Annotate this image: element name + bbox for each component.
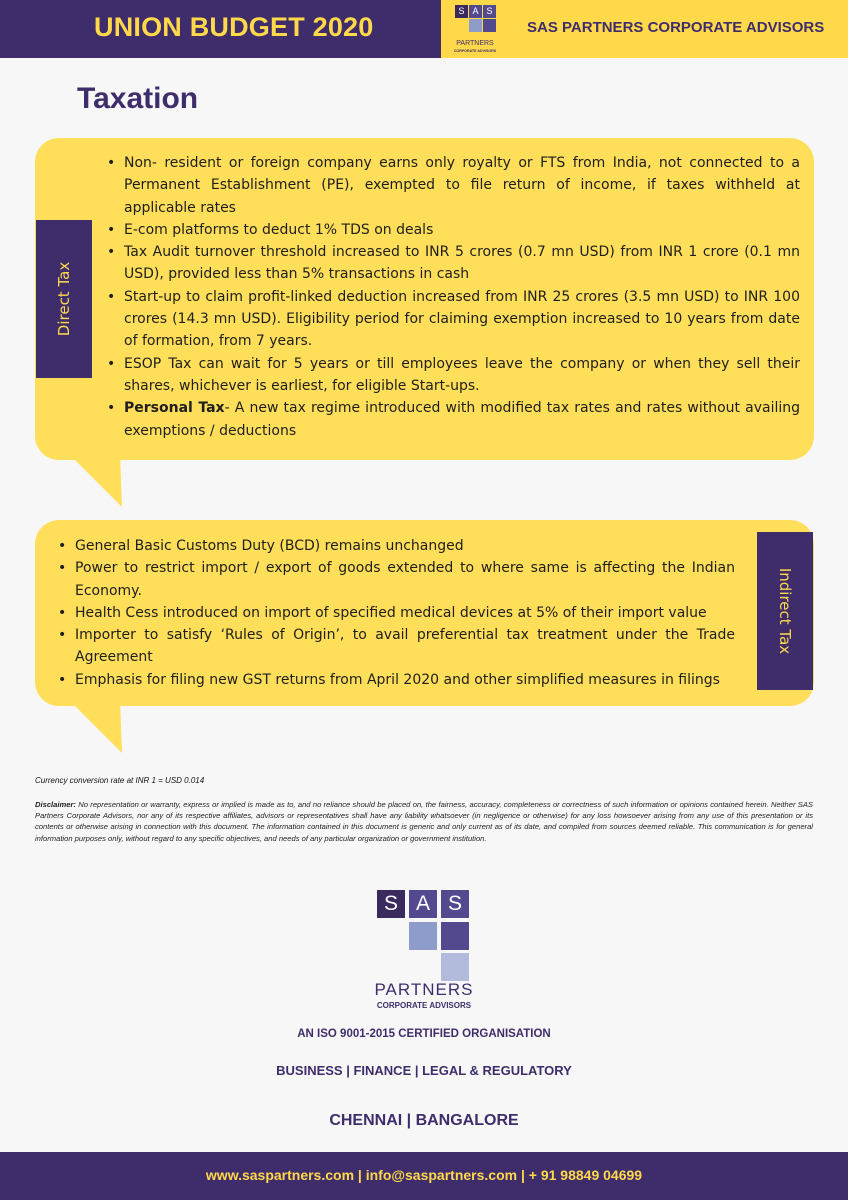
list-item: • Health Cess introduced on import of specified medical devices at 5% of their import value	[75, 602, 735, 624]
list-item: • Start-up to claim profit-linked deduction increased from INR 25 crores (3.5 mn USD) to INR 100 crores (14.3 mn USD). Eligibility period for claiming exemption increased to 10 years from date of formation, from 7 years.	[124, 286, 800, 353]
footer-bar	[0, 1152, 848, 1200]
logo-square	[409, 922, 437, 950]
list-item: • Importer to satisfy ‘Rules of Origin’, to avail preferential tax treatment under the Trade Agreement	[75, 624, 735, 669]
direct-tax-label: Direct Tax	[55, 261, 73, 337]
contact-info: www.saspartners.com | info@saspartners.com | + 91 98849 04699	[205, 1167, 643, 1183]
disclaimer-text: No representation or warranty, express or implied is made as to, and no reliance should be placed on, the fairness, accuracy, completeness or correctness of such information or opinions contained herein. Neither SAS Partners Corporate Advisors, nor any of its respective affiliates, advisors or representatives shall have any liability whatsoever (in negligence or otherwise) for any loss howsoever arising from any use of this presentation or its contents or otherwise arising in connection with this document. The information contained in this document is generic and only current as of its date, and compiled from sources deemed reliable. This communication is for general information purposes only, without regard to any specific objectives, and needs of any particular organization or government institution.	[35, 800, 813, 843]
logo-square: S	[441, 890, 469, 918]
indirect-tax-tab	[757, 532, 813, 690]
logo-square	[441, 953, 469, 981]
logo-square: S	[483, 5, 496, 18]
document-title: UNION BUDGET 2020	[94, 12, 374, 42]
logo-square: A	[469, 5, 482, 18]
logo-square: S	[377, 890, 405, 918]
indirect-tax-label: Indirect Tax	[776, 567, 794, 655]
personal-tax-heading: Personal Tax	[124, 400, 225, 417]
indirect-tax-callout-tail	[70, 701, 130, 756]
list-item: • ESOP Tax can wait for 5 years or till employees leave the company or when they sell their shares, whichever is earliest, for eligible Start-ups.	[124, 353, 800, 398]
logo-square	[483, 19, 496, 32]
disclaimer-label: Disclaimer:	[35, 800, 76, 809]
logo-square: A	[409, 890, 437, 918]
logo-square: S	[455, 5, 468, 18]
list-item: • Tax Audit turnover threshold increased to INR 5 crores (0.7 mn USD) from INR 1 crore (0.1 mn USD), provided less than 5% transactions in cash	[124, 241, 800, 286]
cities-line: CHENNAI | BANGALORE	[329, 1112, 519, 1129]
personal-tax-text: - A new tax regime introduced with modified tax rates and rates without availing exemptions / deductions	[124, 400, 800, 439]
certification: AN ISO 9001-2015 CERTIFIED ORGANISATION	[297, 1028, 551, 1040]
currency-note: Currency conversion rate at INR 1 = USD 0.014	[35, 776, 205, 785]
list-item: • Power to restrict import / export of goods extended to where same is affecting the Indian Economy.	[75, 557, 735, 602]
header-logo-sub: CORPORATE ADVISORS	[453, 49, 497, 53]
header-logo-name: PARTNERS	[456, 40, 494, 47]
services-line: BUSINESS | FINANCE | LEGAL & REGULATORY	[276, 1063, 572, 1078]
disclaimer	[35, 799, 813, 844]
list-item: • E-com platforms to deduct 1% TDS on deals	[124, 219, 800, 241]
direct-tax-callout-tail	[70, 455, 130, 510]
header-logo	[453, 2, 497, 56]
list-item: • Non- resident or foreign company earns only royalty or FTS from India, not connected to a Permanent Establishment (PE), exempted to file return of income, if taxes withheld at applicable rates	[124, 152, 800, 219]
page-title: Taxation	[77, 82, 199, 115]
logo-square	[469, 19, 482, 32]
direct-tax-tab	[36, 220, 92, 378]
header-bar	[0, 0, 848, 58]
sas-logo	[377, 890, 477, 980]
indirect-tax-list	[75, 535, 735, 691]
header-brand-panel	[441, 0, 848, 58]
list-item: • Emphasis for filing new GST returns from April 2020 and other simplified measures in filings	[75, 669, 735, 691]
list-item: • General Basic Customs Duty (BCD) remains unchanged	[75, 535, 735, 557]
logo-square	[441, 922, 469, 950]
brand-subtitle: CORPORATE ADVISORS	[376, 1001, 472, 1010]
firm-name: SAS PARTNERS CORPORATE ADVISORS	[527, 19, 825, 36]
direct-tax-list	[124, 152, 800, 442]
brand-name: PARTNERS	[374, 980, 474, 999]
list-item	[124, 397, 800, 442]
